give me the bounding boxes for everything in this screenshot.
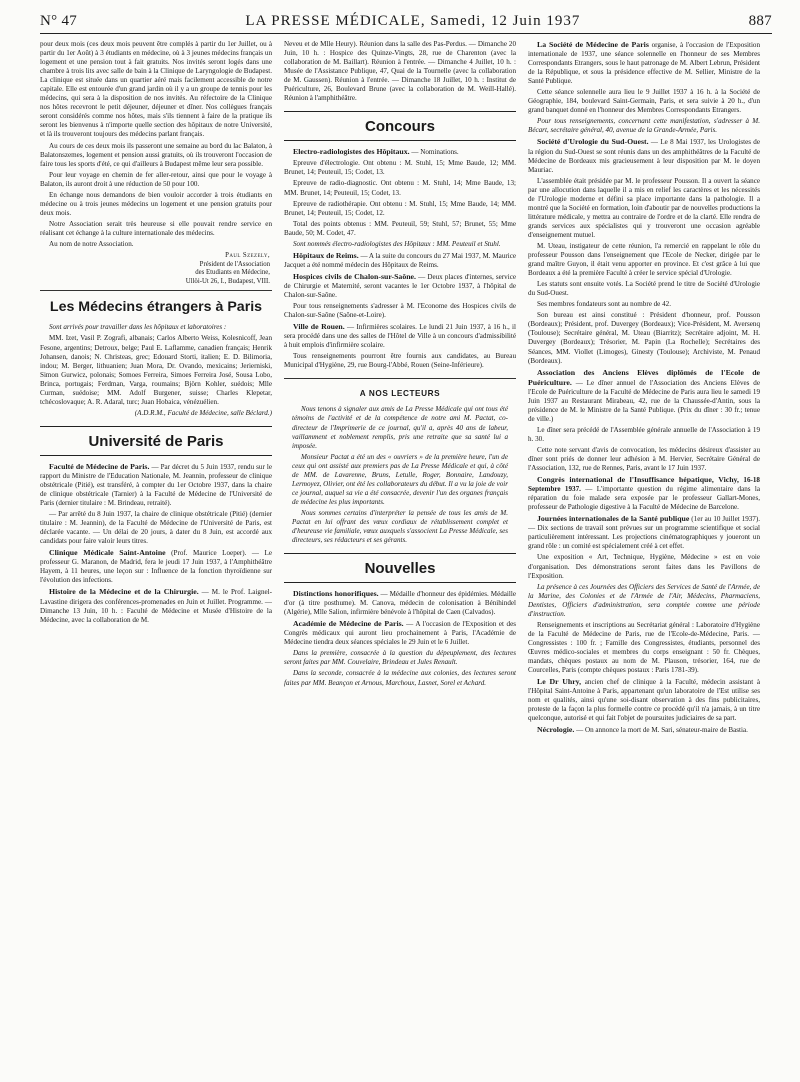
item-title: Nécrologie. <box>537 725 575 735</box>
page-number: 887 <box>748 13 772 29</box>
item-text: — Médaille d'honneur des épidémies. Médaille d'or (à titre posthume). M. Canova, médecin de colonisation à Bénihindel (Algérie), Mlle Salion, infirmière bénévole à l'hôpital de Caen (Calvados). <box>284 590 516 617</box>
item-title: Académie de Médecine de Paris. <box>293 619 404 629</box>
item-title: Le Dr Uhry, <box>537 677 582 687</box>
article-paragraph: La présence à ces Journées des Officiers des Services de Santé de l'Armée, de la Marine, des Colonies et de l'Armée de l'Air, Médecins, Pharmaciens, Dentistes, Officiers d'administration, sera comptée comme une période d'instruction. <box>528 582 760 618</box>
article-paragraph: Ses membres fondateurs sont au nombre de 42. <box>537 300 671 309</box>
item-text: — Infirmières scolaires. Le lundi 21 Juin 1937, à 16 h., il sera procédé dans une des salles de l'Hôtel de Ville à un concours d'admissibilité à huit emplois d'infirmière scolaire. <box>284 323 516 350</box>
article-paragraph: Epreuve de radiothérapie. Ont obtenu : M. Stuhl, 15; Mme Baude, 14; MM. Brunet, 14; Peuteuil, 15; Codet, 12. <box>284 199 516 217</box>
column-2 <box>284 40 516 1070</box>
article-paragraph: Total des points obtenus : MM. Peuteuil, 59; Stuhl, 57; Brunet, 55; Mme Baude, 50; M. Codet, 47. <box>284 219 516 237</box>
article-paragraph: L'assemblée était présidée par M. le professeur Pousson. Il a ouvert la séance par une allocution dans laquelle il a mis en relief les caractères et les nécessités de l'Urologie moderne et défini sa place importante dans la pathologie. Il a montré que la Société en formation, loin d'aboutir par de nouvelles productions la littérature médicale, y mettra au contraire de l'ordre et de la clarté. Elle rendra de grands services aux spécialistes qui y trouveront une occasion agréable d'enseignement mutuel. <box>528 176 760 239</box>
article-paragraph: — Par arrêté du 8 Juin 1937, la chaire de clinique obstétricale (Pitié) (dernier titulaire : M. Jeannin), de la Faculté de Médecine de l'Université de Paris, est déclarée vacante. — Un délai de 20 jours, à dater du 8 Juin, est accordé aux candidats pour faire valoir leurs titres. <box>40 510 272 546</box>
article-paragraph: Cette séance solennelle aura lieu le 9 Juillet 1937 à 16 h. à la Société de Géographie, 184, boulevard Saint-Germain, Paris, et sera suivie à 20 h., d'un grand banquet donné en l'honneur des Membres Correspondants Etrangers. <box>528 88 760 115</box>
item-title: Hôpitaux de Reims. <box>293 250 359 260</box>
section-title-concours: Concours <box>364 118 435 136</box>
article-paragraph: Au cours de ces deux mois ils passeront une semaine au bord du lac Balaton, à Balatonszemes, logement et pension aussi gratuits, où ils trouveront l'occasion de faire tous les sports d'été, ce qui d'ailleurs à Budapest même leur sera possible. <box>40 141 272 168</box>
signature-block <box>40 252 270 286</box>
article-paragraph: Une exposition « Art, Technique, Hygiène, Médecine » est en voie d'organisation. Des démonstrations seront faites dans les Pavillons de l'Exposition. <box>528 553 760 580</box>
item-text: — Nominations. <box>411 148 459 157</box>
article-paragraph: Cette note servant d'avis de convocation, les médecins désireux d'assister au dîner sont priés de donner leur adhésion à M. Hervier, Secrétaire Général de l'Association, 132, rue de Rennes, Paris, avant le 17 Juin 1937. <box>528 445 760 473</box>
article-paragraph: M. Uteau, instigateur de cette réunion, l'a remercié en rappelant le rôle du professeur Pousson dans l'enseignement que l'Ecole de Necker, dirigée par le grand maître Guyon, il était venu apporter en province. Et c'est grâce à lui que Bordeaux a été la première Faculté à créer le service spécial d'Urologie. <box>528 241 760 278</box>
item-text: (Prof. Maurice Loeper). — Le professeur G. Maranon, de Madrid, fera le jeudi 17 Juin 1937, à l'Amphithéâtre Hayem, à 11 heures, une leçon sur : Influence de la fonction thyroïdienne sur l'évolution des infections. <box>40 549 272 585</box>
item-text: organise, à l'occasion de l'Exposition internationale de 1937, une séance solennelle en l'honneur de ses Membres Correspondants Etrangers, sous le haut patronage de M. Albert Lebrun, Président de la République, et sous la présidence effective de M. Sellier, Ministre de la Santé Publique. <box>528 41 760 86</box>
item-title: Distinctions honorifiques. <box>293 589 379 599</box>
item-text: — A la suite du concours du 27 Mai 1937, M. Maurice Jacquet a été nommé médecin des Hôpitaux de Reims. <box>284 251 516 269</box>
article-paragraph: Les statuts sont ensuite votés. La Société prend le titre de Société d'Urologie du Sud-Ouest. <box>528 280 760 298</box>
lecteurs-block <box>284 405 516 545</box>
article-paragraph: Pour tous renseignements s'adresser à M. l'Econome des Hospices civils de Chalon-sur-Saône (Saône-et-Loire). <box>284 302 516 320</box>
section-heading-box <box>40 426 272 456</box>
item-title: Ville de Rouen. <box>293 322 345 332</box>
item-text: — M. le Prof. Laignel-Lavastine dirigera des conférences-promenades en Juin et Juillet. Programme. — Dimanche 13 Juin, 10 h. : Faculté de Médecine et Musée d'Histoire de la Médecine, avec la collaboration de M. <box>40 588 272 624</box>
article-paragraph: Au nom de notre Association. <box>49 239 134 248</box>
article-paragraph: Pour tous renseignements, concernant cette manifestation, s'adresser à M. Bécart, secrétaire général, 40, avenue de la Grande-Armée, Paris. <box>528 117 760 135</box>
item-title: Clinique Médicale Saint-Antoine <box>49 548 166 558</box>
item-title: Congrès international de l'Insuffisance hépatique, Vichy, <box>537 475 739 485</box>
article-paragraph: pour deux mois (ces deux mois peuvent être complés à partir du 1er Juillet, ou à partir du 1er Août) à 3 étudiants en médecine, où à 3 jeunes médecins français un logement et une pension tout à fait gratuits. Nos invités seront logés dans une chambre à trois lits avec salle de bain à la Clinique de Laryngologie de Budapest. La clinique est située dans un quartier aéré mais facilement accessible de notre capitale. Elle est entourée d'un grand jardin où il y a un groupe de tennis pour les médecins, qui sera à la disposition de nos invités. Au réfectoire de la Clinique nos hôtes recevront le petit déjeuner, déjeuner et dîner. Nos collègues français seront considérés comme nos hôtes, mais s'ils tiennent à faire de la pratique ils seront les bienvenus à n'importe quelle section des hôpitaux de notre Université, et là ils trouveront toujours des médecins parlant français. <box>40 40 272 139</box>
article-paragraph: Notre Association serait très heureuse si elle pouvait rendre service en réalisant cet échange à la culture internationale des médecins. <box>40 219 272 237</box>
item-title: Société d'Urologie du Sud-Ouest. <box>537 137 649 147</box>
article-paragraph: Tous renseignements pourront être fournis aux candidates, au Bureau Municipal d'Hygiène, 29, rue Bourg-l'Abbé, Rouen (Seine-Inférieure). <box>284 352 516 370</box>
signature-line: Président de l'Association <box>199 260 270 268</box>
signature-line: des Etudiants en Médecine, <box>195 269 270 277</box>
signature-line: Ullöi-Ut 26, I., Budapest, VIII. <box>185 277 270 285</box>
issue-number: N° 47 <box>40 13 78 29</box>
section-title-etrangers: Les Médecins étrangers à Paris <box>49 299 263 316</box>
signature-name: Paul Szezely, <box>225 252 270 260</box>
section-title-lecteurs: A NOS LECTEURS <box>359 389 441 399</box>
article-paragraph: Sont nommés électro-radiologistes des Hôpitaux : MM. Peuteuil et Stuhl. <box>293 239 501 248</box>
section-heading-box <box>284 553 516 583</box>
article-paragraph: Le dîner sera précédé de l'Assemblée générale annuelle de l'Association à 19 h. 30. <box>528 425 760 443</box>
item-text: — Deux places d'internes, service de Chirurgie et Maternité, seront vacantes le 1er Octobre 1937, à l'hôpital de Chalon-sur-Saône. <box>284 272 516 299</box>
article-paragraph: Dans la seconde, consacrée à la médecine aux colonies, des lectures seront faites par MM. Beançon et Arnous, Marchoux, Lasnet, Sorel et Achard. <box>284 669 516 687</box>
item-title: Journées internationales de la Santé publique <box>537 514 690 524</box>
masthead <box>40 0 772 34</box>
section-title-universite: Université de Paris <box>88 432 224 450</box>
article-paragraph: Renseignements et inscriptions au Secrétariat général : Laboratoire d'Hygiène de la Faculté de Médecine de Paris, rue de l'Ecole-de-Médecine, Paris. — Congressistes : 100 fr. ; Famille des Congressistes, étudiants, personnel des Œuvres médico-sociales et membres du corps enseignant : 50 fr. Chèques, mandats, chèques postaux au nom de M. Plauson, trésorier, 164, rue de Courcelles, Paris (compte chèques postaux : Paris 1781-39). <box>528 620 760 675</box>
item-title: Electro-radiologistes des Hôpitaux. <box>293 147 410 157</box>
article-paragraph: Nous tenons à signaler aux amis de La Presse Médicale qui ont tous été témoins de l'activité et de la compétence de notre ami M. Pactat, co-directeur de l'Imprimerie de ce journal, qu'il a, après 40 ans de labeur, vaillamment et noblement remplis, pris une retraite que sa santé lui a imposée. <box>292 405 508 450</box>
article-paragraph: Neveu et de Mlle Heury). Réunion dans la salle des Pas-Perdus. — Dimanche 20 Juin, 10 h. : Hospice des Quinze-Vingts, 28, rue de Charenton (avec la collaboration de M. Baillart). Réunion à l'entrée. — Dimanche 4 Juillet, 10 h. : Musée de l'Assistance Publique, 47, Quai de la Tournelle (avec la collaboration de M. Gaussen). Réunion à l'entrée. — Dimanche 18 Juillet, 10 h. : Institut de Puériculture, 26, Boulevard Brune (avec la collaboration de M. Weill-Hallé). Réunion à l'amphithéâtre. <box>284 40 516 103</box>
article-paragraph: Nous sommes certains d'interpréter la pensée de tous les amis de M. Pactat en lui offrant des vœux cordiaux de rétablissement complet et d'heureuse vie familiale, vœux auxquels s'associent La Presse Médicale, ses directeurs, ses rédacteurs et ses gérants. <box>292 508 508 545</box>
article-paragraph: MM. Izet, Vasil P. Zografi, albanais; Carlos Alberto Weiss, Kolesnicoff, Jean Fesone, argentins; Detroux, belge; Paul E. Laflamme, canadien français; Henrik Johansen, danois; N. Christeas, grec; Edouard Storti, italien; E. D. Bilimoria, indou; M. Berger, lithuanien; Juan Mora, Dr. Ovando, mexicains; Jerierniski, Simon Gurwicz, polonais; Somoes Ferreira, Simoes Ferreira José, Sousa Lobo, Brinca, portugais; Ferdman, Varga, roumains; Björn Kohler, suédois; Mlle Curman, suédoise; MM. Adolf Burgener, suisse; Charles Klepetar, tchécoslovaque; A. R. Adaral, turc; Juan Hobaica, vénézuélien. <box>40 334 272 406</box>
item-text: — Le 8 Mai 1937, les Urologistes de la région du Sud-Ouest se sont réunis dans un des amphithéâtres de la Faculté de Médecine de Bordeaux mis gracieusement à leur disposition par M. le doyen Mauriac. <box>528 138 760 174</box>
item-text: — Le dîner annuel de l'Association des Anciens Elèves de l'Ecole de Puériculture de la Faculté de Médecine de Paris aura lieu le samedi 19 Juin 1937 au Restaurant Mirabeau, 42, rue de la Chaussée-d'Antin, sous la présidence de M. le Ministre de la Santé Publique. (Prix du dîner : 30 fr.; tenue de ville.) <box>528 378 760 423</box>
item-title: Hospices civils de Chalon-sur-Saône. <box>293 271 416 281</box>
article-paragraph: Epreuve de radio-diagnostic. Ont obtenu : M. Stuhl, 14; Mme Baude, 13; MM. Brunet, 14; Peuteuil, 15; Codet, 13. <box>284 179 516 197</box>
item-title: Faculté de Médecine de Paris. <box>49 461 150 471</box>
item-text: (1er au 10 Juillet 1937). — Dix sections de travail sont prévues sur un programme scientifique et social particulièrement intéressant. Les projections cinématographiques y joueront un grand rôle : un comité est spécialement créé à cet effet. <box>528 515 760 551</box>
divider <box>284 378 516 379</box>
item-title: Association des Anciens Elèves diplômés de l'Ecole de Puériculture. <box>528 367 760 387</box>
journal-title: LA PRESSE MÉDICALE, Samedi, 12 Juin 1937 <box>245 13 581 29</box>
article-source: (A.D.R.M., Faculté de Médecine, salle Béclard.) <box>134 408 272 417</box>
item-text: — Par décret du 5 Juin 1937, rendu sur le rapport du Ministre de l'Education Nationale, M. Jeannin, professeur de clinique obstétricale (Pitié), est transféré, à compter du 1er Octobre 1937, dans la chaire de clinique obstétricale (Tarnier) à la Faculté de Médecine de l'Université de Paris (dernier titulaire : M. Brindeau, retraité). <box>40 462 272 508</box>
item-text: ancien chef de clinique à la Faculté, médecin assistant à l'Hôpital Saint-Antoine à Paris, appartenant qu'un laboratoire de l'Est utilise ses nom et qualités, ainsi qu'une soi-disant observation à des fins publicitaires, proteste de la façon la plus formelle contre ce procédé qu'il n'a jamais, à un titre quelconque, autorisé et qui fait l'objet de poursuites judiciaires de sa part. <box>528 678 760 723</box>
article-paragraph: Pour leur voyage en chemin de fer aller-retour, ainsi que pour le voyage à Balaton, ils auront droit à une réduction de 50 pour 100. <box>40 170 272 188</box>
item-text: — L'importante question du régime alimentaire dans la réparation du foie malade sera exposée par le professeur Gallart-Mones, professeur de Pathologie digestive à la Faculté de Médecine de Barcelone. <box>528 485 760 512</box>
section-heading-box <box>284 111 516 141</box>
column-1 <box>40 40 272 1070</box>
article-paragraph: Son bureau est ainsi constitué : Président d'honneur, prof. Pousson (Bordeaux); Président, prof. Duvergey (Bordeaux); Vice-Président, M. Aversenq (Toulouse); Secrétaire général, M. Uteau (Biarritz); Secrétaire adjoint, M. H. Duvergey (Bordeaux); Trésorier, M. Papin (La Rochelle); Secrétaires des Séances, MM. Viollet (Limoges), Ginesty (Toulouse); Archiviste, M. Penaud (Bordeaux). <box>528 311 760 365</box>
article-paragraph: Monsieur Pactat a été un des « ouvriers » de la première heure, l'un de ceux qui ont assisté aux premiers pas de La Presse Médicale et qui, à côté de MM. de Lavarenne, Bruns, Letulle, Roger, Bonnaire, Landouzy, Lermoyez, Olivier, ont été les collaborateurs du début. Il a vu la joie de voir ce journal, auquel sa vie a été consacrée, devenir l'un des organes français de médecine les plus importants. <box>292 452 508 506</box>
divider <box>40 290 272 291</box>
column-3 <box>528 40 760 1070</box>
article-paragraph: En échange nous demandons de bien vouloir accorder à trois étudiants en médecine ou à trois jeunes médecins un logement et une pension gratuits pour deux mois. <box>40 190 272 217</box>
columns <box>40 40 772 1070</box>
article-lead: Sont arrivés pour travailler dans les hôpitaux et laboratoires : <box>49 323 227 332</box>
item-title: Histoire de la Médecine et de la Chirurgie. <box>49 587 199 597</box>
item-subtitle: 16-18 Septembre 1937. <box>528 476 760 494</box>
section-title-nouvelles: Nouvelles <box>364 560 436 578</box>
item-text: — On annonce la mort de M. Sari, sénateur-maire de Bastia. <box>576 726 748 735</box>
article-paragraph: Dans la première, consacrée à la question du dépeuplement, des lectures seront faites par MM. Couvelaire, Brindeau et Jules Renault. <box>284 649 516 667</box>
item-title: La Société de Médecine de Paris <box>537 40 649 49</box>
article-paragraph: Epreuve d'électrologie. Ont obtenu : M. Stuhl, 15; Mme Baude, 12; MM. Brunet, 14; Peuteuil, 15; Codet, 13. <box>284 159 516 177</box>
item-text: — A l'occasion de l'Exposition et des Congrès médicaux qui auront lieu prochainement à Paris, l'Académie de Médecine tiendra deux séances spéciales le 29 Juin et le 6 Juillet. <box>284 620 516 647</box>
